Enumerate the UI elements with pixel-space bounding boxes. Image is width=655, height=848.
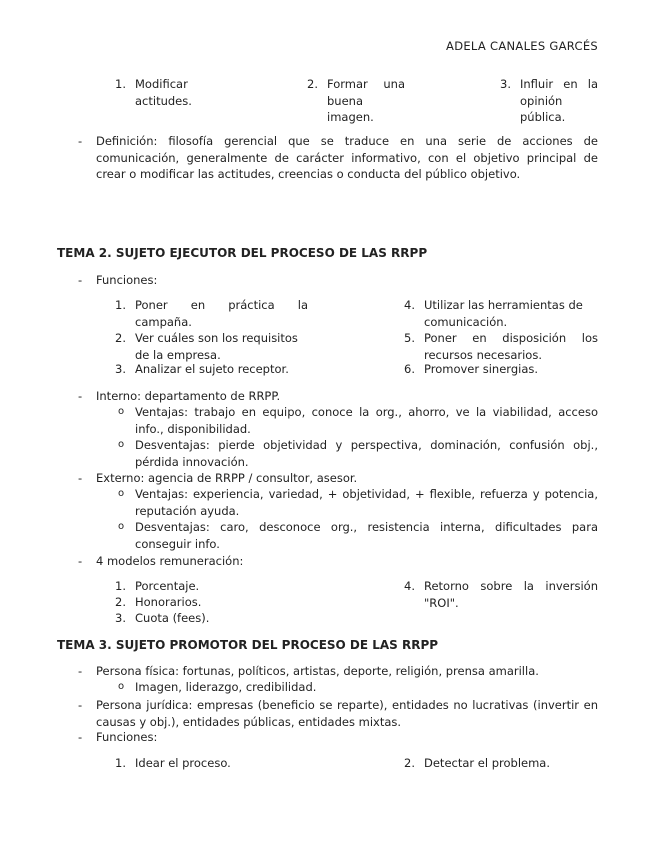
- persona-juridica: Persona jurídica: empresas (beneficio se reparte), entidades no lucrativas (invertir en causas y obj.), entidades públicas, entidades mixtas.: [96, 698, 598, 729]
- dash-bullet: -: [78, 664, 83, 678]
- dash-bullet: -: [78, 730, 83, 744]
- section-title-tema3: TEMA 3. SUJETO PROMOTOR DEL PROCESO DE LAS RRPP: [57, 638, 439, 652]
- circle-bullet: o: [118, 681, 125, 692]
- list-number: 3.: [115, 362, 126, 376]
- list-item: Analizar el sujeto receptor.: [135, 362, 289, 376]
- persona-fisica: Persona física: fortunas, políticos, artistas, deporte, religión, prensa amarilla.: [96, 664, 539, 678]
- list-number: 1.: [115, 298, 126, 312]
- externo-ventajas: Ventajas: experiencia, variedad, + objetividad, + flexible, refuerza y potencia, reputación ayuda.: [135, 487, 598, 518]
- list-number: 2.: [115, 595, 126, 609]
- author-header: ADELA CANALES GARCÉS: [446, 39, 598, 53]
- dash-bullet: -: [78, 471, 83, 485]
- list-number: 5.: [404, 331, 415, 345]
- list-item: Modificar actitudes.: [135, 77, 192, 108]
- interno-text: Interno: departamento de RRPP.: [96, 389, 281, 403]
- funciones-label: Funciones:: [96, 273, 158, 287]
- list-item: Retorno sobre la inversión "ROI".: [424, 579, 598, 610]
- list-number: 4.: [404, 298, 415, 312]
- list-item: Influir en la opinión pública.: [520, 77, 598, 124]
- list-number: 3.: [500, 77, 511, 91]
- list-item: Porcentaje.: [135, 579, 200, 593]
- list-item: Utilizar las herramientas de comunicación.: [424, 298, 583, 329]
- circle-bullet: o: [118, 439, 125, 450]
- list-item: Ver cuáles son los requisitos de la empresa.: [135, 331, 298, 362]
- list-item: Promover sinergias.: [424, 362, 539, 376]
- persona-fisica-sub: Imagen, liderazgo, credibilidad.: [135, 680, 317, 694]
- externo-text: Externo: agencia de RRPP / consultor, asesor.: [96, 471, 358, 485]
- list-number: 2.: [404, 756, 415, 770]
- section-title-tema2: TEMA 2. SUJETO EJECUTOR DEL PROCESO DE LAS RRPP: [57, 246, 428, 260]
- dash-bullet: -: [78, 273, 83, 287]
- circle-bullet: o: [118, 406, 125, 417]
- list-number: 4.: [404, 579, 415, 593]
- dash-bullet: -: [78, 389, 83, 403]
- definition-text: Definición: filosofía gerencial que se traduce en una serie de acciones de comunicación, generalmente de carácter informativo, con el objetivo principal de crear o modificar las actitudes, creencias o conducta del público objetivo.: [96, 134, 598, 181]
- list-number: 6.: [404, 362, 415, 376]
- dash-bullet: -: [78, 698, 83, 712]
- list-item: Detectar el problema.: [424, 756, 550, 770]
- list-number: 2.: [307, 77, 318, 91]
- funciones-label: Funciones:: [96, 730, 158, 744]
- list-item: Poner en práctica la campaña.: [135, 298, 308, 329]
- dash-bullet: -: [78, 134, 83, 148]
- list-item: Idear el proceso.: [135, 756, 231, 770]
- list-item: Honorarios.: [135, 595, 202, 609]
- list-number: 3.: [115, 611, 126, 625]
- list-item: Poner en disposición los recursos necesarios.: [424, 331, 598, 362]
- circle-bullet: o: [118, 488, 125, 499]
- interno-ventajas: Ventajas: trabajo en equipo, conoce la org., ahorro, ve la viabilidad, acceso info., disponibilidad.: [135, 405, 598, 436]
- externo-desventajas: Desventajas: caro, desconoce org., resistencia interna, dificultades para conseguir info.: [135, 520, 598, 551]
- modelos-label: 4 modelos remuneración:: [96, 554, 244, 568]
- circle-bullet: o: [118, 521, 125, 532]
- dash-bullet: -: [78, 554, 83, 568]
- list-number: 1.: [115, 77, 126, 91]
- interno-desventajas: Desventajas: pierde objetividad y perspectiva, dominación, confusión obj., pérdida innovación.: [135, 438, 598, 469]
- list-item: Formar una buena imagen.: [327, 77, 405, 124]
- list-item: Cuota (fees).: [135, 611, 210, 625]
- list-number: 2.: [115, 331, 126, 345]
- list-number: 1.: [115, 579, 126, 593]
- list-number: 1.: [115, 756, 126, 770]
